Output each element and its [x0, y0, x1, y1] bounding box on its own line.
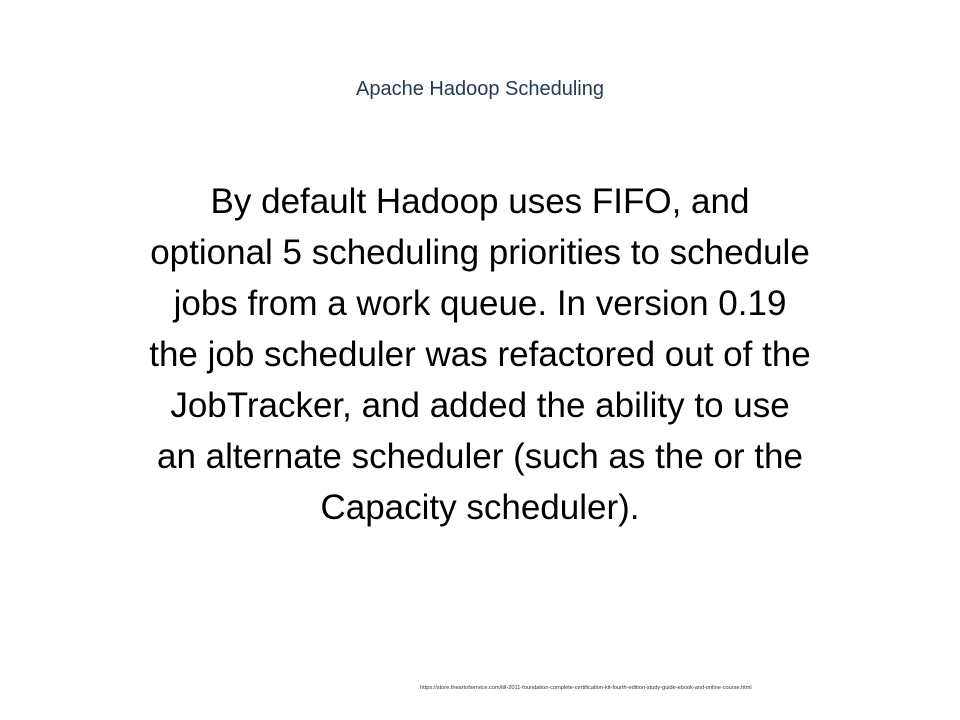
body-line: jobs from a work queue. In version 0.19 [173, 284, 787, 323]
body-line: the job scheduler was refactored out of the [149, 335, 811, 374]
body-line: an alternate scheduler (such as the or the [157, 437, 803, 476]
body-line: Capacity scheduler). [320, 488, 640, 527]
body-line: JobTracker, and added the ability to use [170, 386, 790, 425]
slide-title: Apache Hadoop Scheduling [356, 78, 604, 100]
slide-body [80, 176, 880, 533]
body-line: By default Hadoop uses FIFO, and [210, 182, 750, 221]
body-line: optional 5 scheduling priorities to schedule [150, 233, 810, 272]
source-url[interactable]: https://store.theartofservice.com/itil-2011-foundation-complete-certification-kit-fourth-edition-study-guide-ebook-and-online-course.html [420, 685, 752, 691]
